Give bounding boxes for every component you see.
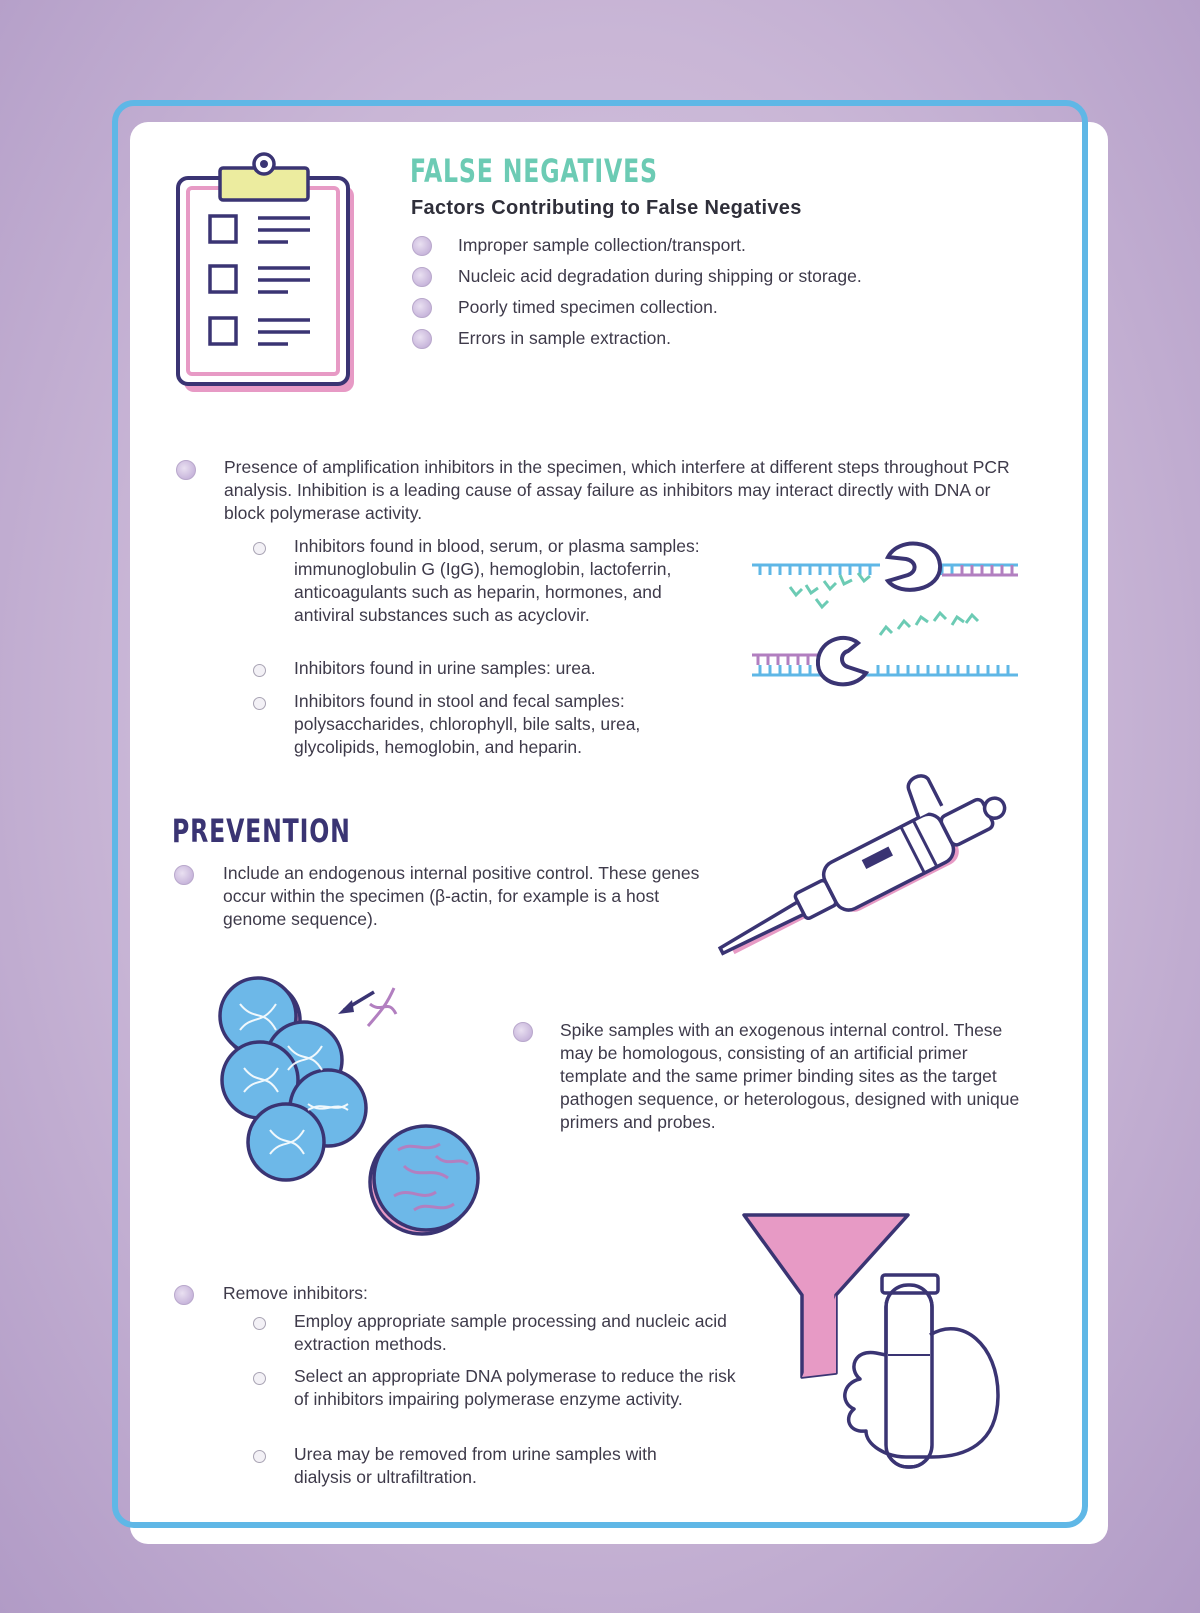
sub-bullet-icon [253, 542, 266, 555]
factor-text: Improper sample collection/transport. [458, 235, 746, 255]
exogenous-control-text: Spike samples with an exogenous internal control. These may be homologous, consisting of an artificial primer template and the same primer binding sites as the target pathogen sequence, or heterologous, designed with unique primers and probes. [560, 1020, 1020, 1132]
remove-step-dialysis: Urea may be removed from urine samples with dialysis or ultrafiltration. [294, 1444, 657, 1487]
inhibitor-source-urine: Inhibitors found in urine samples: urea. [294, 658, 596, 678]
remove-step-polymerase: Select an appropriate DNA polymerase to reduce the risk of inhibitors impairing polymerase enzyme activity. [294, 1366, 736, 1409]
dna-polymerase-inhibitors-illustration [748, 545, 1020, 705]
sub-bullet-icon [253, 664, 266, 677]
remove-step-extraction: Employ appropriate sample processing and nucleic acid extraction methods. [294, 1311, 727, 1354]
factor-text: Errors in sample extraction. [458, 328, 671, 348]
list-item [410, 294, 970, 325]
bullet-icon [412, 236, 432, 256]
factors-list [410, 232, 970, 356]
bullet-icon [412, 329, 432, 349]
sub-bullet-icon [253, 1450, 266, 1463]
inhibitor-source-blood: Inhibitors found in blood, serum, or plasma samples: immunoglobulin G (IgG), hemoglobin, lactoferrin, anticoagulants such as heparin, hormones, and antiviral substances such as acyclovir. [294, 536, 700, 625]
funnel-and-test-tube-icon [736, 1205, 1036, 1485]
inhibitors-intro: Presence of amplification inhibitors in the specimen, which interfere at different steps throughout PCR analysis. Inhibition is a leading cause of assay failure as inhibitors may interact directly with DNA or block polymerase activity. [224, 457, 1010, 523]
bullet-icon [412, 298, 432, 318]
inhibitor-source-stool: Inhibitors found in stool and fecal samples: polysaccharides, chlorophyll, bile salts, urea, glycolipids, hemoglobin, and heparin. [294, 691, 641, 757]
factor-text: Nucleic acid degradation during shipping or storage. [458, 266, 862, 286]
remove-inhibitors-heading: Remove inhibitors: [223, 1283, 368, 1303]
sub-bullet-icon [253, 697, 266, 710]
endogenous-control-text: Include an endogenous internal positive control. These genes occur within the specimen (β-actin, for example is a host genome sequence). [223, 863, 700, 929]
list-item [410, 232, 970, 263]
section-title-false-negatives: FALSE NEGATIVES [410, 152, 658, 190]
bullet-icon [412, 267, 432, 287]
section-title-prevention: PREVENTION [172, 812, 351, 850]
pipette-icon [690, 780, 1025, 960]
clipboard-checklist-icon [172, 150, 362, 400]
factor-text: Poorly timed specimen collection. [458, 297, 718, 317]
bullet-icon [174, 1285, 194, 1305]
sub-bullet-icon [253, 1317, 266, 1330]
factors-subtitle: Factors Contributing to False Negatives [411, 197, 802, 219]
list-item [410, 263, 970, 294]
bullet-icon [176, 460, 196, 480]
bullet-icon [174, 865, 194, 885]
bullet-icon [513, 1022, 533, 1042]
sub-bullet-icon [253, 1372, 266, 1385]
list-item [410, 325, 970, 356]
cells-with-dna-illustration [218, 968, 488, 1238]
